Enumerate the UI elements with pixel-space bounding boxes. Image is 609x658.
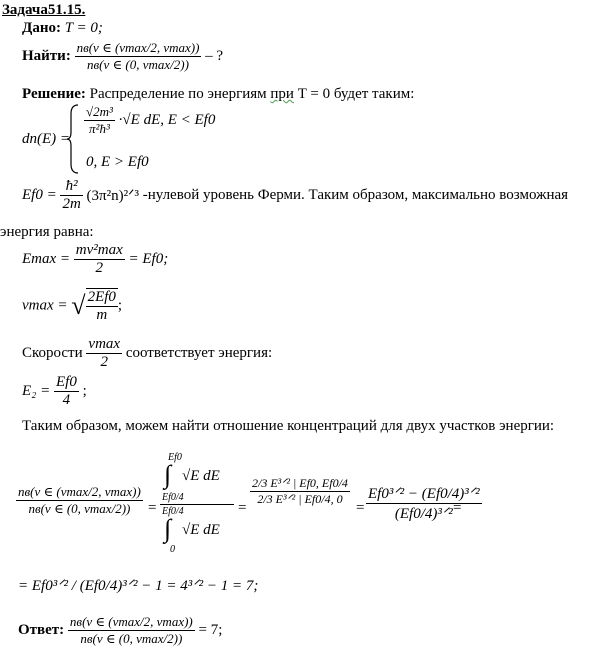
emax-fraction bbox=[74, 242, 125, 277]
step2-denominator: 2/3 E³ᐟ² | Ef0/4, 0 bbox=[250, 491, 350, 507]
given-label: Дано: bbox=[22, 20, 61, 36]
big-lhs-numerator: nв(v ∈ (vmax/2, vmax)) bbox=[18, 484, 141, 499]
given-line bbox=[22, 20, 103, 37]
step2-fraction bbox=[250, 476, 350, 507]
fermi-denominator: 2m bbox=[62, 196, 81, 212]
integrand-2: √E dE bbox=[182, 522, 220, 538]
speed-text-a: Скорости bbox=[22, 345, 87, 361]
case1-denominator: π²ħ³ bbox=[84, 120, 115, 137]
e2-line bbox=[22, 374, 87, 409]
case1-rest: ·√E dE, E < Ef0 bbox=[118, 112, 216, 128]
emax-line bbox=[22, 242, 168, 277]
case-2: 0, E > Ef0 bbox=[86, 154, 149, 170]
big-lhs-fraction bbox=[16, 484, 143, 517]
eq-sign-1: = bbox=[148, 500, 157, 516]
emax-denominator: 2 bbox=[74, 259, 125, 277]
find-numerator: nв(v ∈ (vmax/2, vmax)) bbox=[76, 40, 200, 55]
given-value: T = 0; bbox=[64, 20, 103, 36]
vmax-end: ; bbox=[117, 297, 123, 314]
eq-sign-3: = bbox=[356, 500, 365, 516]
final-line: = Ef0³ᐟ² / (Ef0/4)³ᐟ² − 1 = 4³ᐟ² − 1 = 7; bbox=[18, 578, 259, 594]
big-lhs-denominator: nв(v ∈ (0, vmax/2)) bbox=[16, 500, 143, 517]
emax-numerator: mv²max bbox=[75, 242, 123, 258]
vmax-fraction bbox=[86, 288, 118, 324]
integral-fraction-bar bbox=[160, 504, 234, 505]
int-lower-2: 0 bbox=[170, 544, 175, 555]
problem-title: Задача51.15. bbox=[2, 2, 86, 18]
int-upper-2: Ef0/4 bbox=[162, 506, 184, 517]
int-lower-1: Ef0/4 bbox=[162, 492, 184, 503]
answer-denominator: nв(v ∈ (0, vmax/2)) bbox=[68, 630, 195, 647]
fermi-rest: (3π²n)²ᐟ³ bbox=[86, 188, 139, 204]
case-1 bbox=[84, 104, 215, 137]
e2-numerator: Ef0 bbox=[56, 374, 77, 390]
step3-denominator: (Ef0/4)³ᐟ² bbox=[366, 503, 482, 523]
answer-rest: = 7; bbox=[198, 622, 223, 638]
eq-sign-2: = bbox=[238, 500, 247, 516]
step3-numerator: Ef0³ᐟ² − (Ef0/4)³ᐟ² bbox=[368, 486, 480, 502]
integral-icon: ∫ bbox=[164, 460, 172, 489]
e2-fraction bbox=[54, 374, 79, 409]
int-upper-1: Ef0 bbox=[168, 452, 182, 463]
integral-fraction bbox=[160, 452, 238, 556]
emax-rest: = Ef0; bbox=[128, 251, 169, 267]
answer-line bbox=[18, 614, 222, 647]
integral-icon: ∫ bbox=[164, 514, 172, 543]
ratio-text: Таким образом, можем найти отношение концентраций для двух участков энергии: bbox=[22, 418, 555, 434]
e2-lhs: E₂ = bbox=[22, 383, 51, 399]
eq-sign-4: = bbox=[453, 500, 462, 516]
emax-lhs: Emax = bbox=[22, 251, 71, 267]
find-line bbox=[22, 40, 223, 73]
fermi-lhs: Ef0 = bbox=[22, 187, 57, 203]
answer-fraction bbox=[68, 614, 195, 647]
e2-denominator: 4 bbox=[54, 391, 79, 409]
vmax-lhs: vmax = bbox=[22, 297, 68, 314]
step2-numerator: 2/3 E³ᐟ² | Ef0, Ef0/4 bbox=[252, 476, 348, 490]
big-lhs bbox=[16, 484, 143, 517]
vmax-line bbox=[22, 288, 122, 324]
speed-fraction bbox=[86, 336, 122, 371]
case1-fraction bbox=[84, 104, 115, 137]
fermi-text-line2: энергия равна: bbox=[0, 224, 94, 240]
sqrt-icon: √ bbox=[71, 291, 86, 320]
dn-label: dn(E) = bbox=[22, 131, 71, 147]
case1-numerator: √2m³ bbox=[86, 104, 113, 119]
find-denominator: nв(v ∈ (0, vmax/2)) bbox=[75, 56, 202, 73]
integrand-1: √E dE bbox=[182, 468, 220, 484]
find-fraction bbox=[75, 40, 202, 73]
speed-line bbox=[22, 336, 272, 371]
find-label: Найти: bbox=[22, 48, 71, 64]
solution-text-wavy: при bbox=[270, 86, 294, 102]
find-suffix: – ? bbox=[205, 48, 224, 64]
answer-numerator: nв(v ∈ (vmax/2, vmax)) bbox=[69, 614, 193, 629]
answer-label: Ответ: bbox=[18, 622, 65, 638]
solution-label: Решение: bbox=[22, 86, 86, 102]
vmax-numerator: 2Ef0 bbox=[87, 289, 116, 305]
brace-icon bbox=[66, 104, 80, 174]
solution-text-a: Распределение по энергиям bbox=[85, 86, 271, 102]
solution-line bbox=[22, 86, 414, 103]
fermi-fraction bbox=[60, 178, 82, 213]
solution-text-b: T = 0 будет таким: bbox=[293, 86, 415, 102]
e2-end: ; bbox=[82, 383, 87, 399]
fermi-numerator: ħ² bbox=[65, 178, 78, 194]
fermi-text-line1: -нулевой уровень Ферми. Таким образом, максимально возможная bbox=[138, 187, 569, 203]
fermi-line bbox=[22, 178, 568, 213]
vmax-denominator: m bbox=[86, 306, 118, 324]
speed-numerator: vmax bbox=[88, 336, 121, 352]
speed-denominator: 2 bbox=[86, 353, 122, 371]
step3-fraction bbox=[356, 484, 482, 523]
speed-text-b: соответствует энергия: bbox=[125, 345, 273, 361]
